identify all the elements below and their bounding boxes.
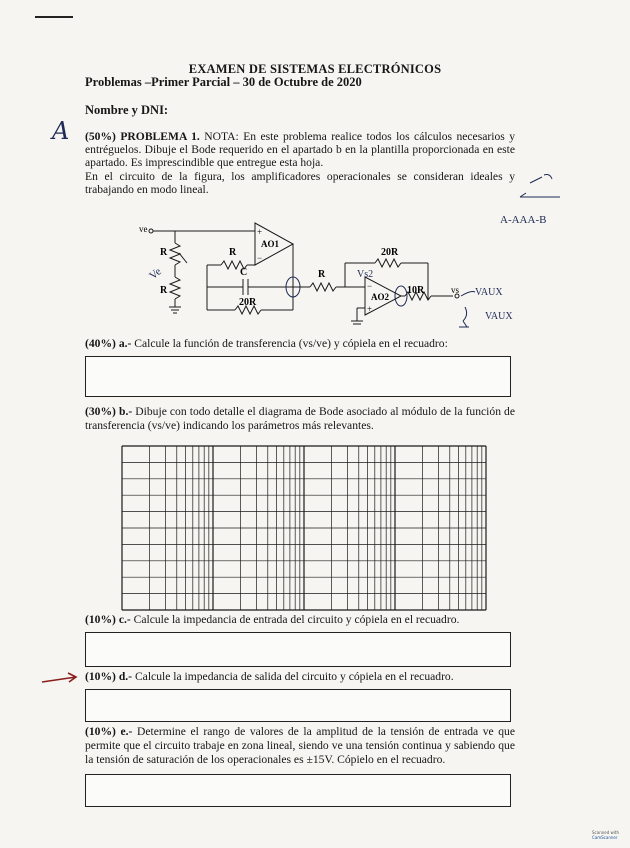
question-e-letter: e.-	[120, 725, 133, 738]
question-b-weight: (30%)	[85, 405, 116, 418]
question-b-text: Dibuje con todo detalle el diagrama de Bode asociado al módulo de la función de transferencia (vs/ve) indicando los parámetros más relevantes.	[85, 405, 515, 432]
question-a-letter: a.-	[118, 337, 132, 350]
question-e-weight: (10%)	[85, 725, 116, 738]
answer-box-d[interactable]	[85, 689, 511, 722]
question-d-letter: d.-	[118, 670, 133, 683]
question-a-text: Calcule la función de transferencia (vs/ve) y cópiela en el recuadro:	[131, 337, 448, 350]
answer-box-c[interactable]	[85, 632, 511, 667]
problem1-note	[85, 130, 515, 169]
handwritten-vaux-2: VAUX	[485, 311, 513, 322]
lower-r-label: R	[160, 285, 168, 296]
output-label: vs	[451, 285, 460, 295]
question-d-text: Calcule la impedancia de salida del circuito y cópiela en el recuadro.	[132, 670, 454, 683]
problem1-note-text: NOTA: En este problema realice todos los cálculos necesarios y entréguelos. Dibuje el Bode requerido en el apartado b en la plantilla proporcionada en este apartado. Es imprescindible que entregue esta hoja.	[85, 130, 515, 169]
question-d-weight: (10%)	[85, 670, 116, 683]
r-ao1-label: R	[229, 247, 237, 258]
answer-box-e[interactable]	[85, 774, 511, 807]
question-a	[85, 337, 515, 351]
handwritten-ve: Ve	[147, 265, 164, 283]
exam-subtitle: Problemas –Primer Parcial – 30 de Octubre de 2020	[85, 75, 362, 89]
ao1-plus: +	[257, 227, 263, 237]
name-label: Nombre y DNI:	[85, 103, 169, 117]
pen-mark	[35, 16, 73, 18]
ao2-plus: +	[367, 304, 373, 314]
answer-box-a[interactable]	[85, 356, 511, 397]
question-c-text: Calcule la impedancia de entrada del circuito y cópiela en el recuadro.	[130, 613, 460, 626]
question-b-letter: b.-	[119, 405, 133, 418]
bode-grid[interactable]	[120, 444, 488, 612]
handwritten-vs2: Vs2	[357, 269, 374, 280]
ao2-label: AO2	[371, 292, 389, 302]
r10-label: 10R	[407, 285, 425, 296]
r-ao2-label: R	[318, 269, 326, 280]
scanner-watermark	[592, 830, 626, 840]
scanner-line-2: CamScanner	[592, 835, 618, 840]
question-a-weight: (40%)	[85, 337, 116, 350]
lower-resistor	[170, 277, 180, 299]
ao1-minus: −	[257, 253, 263, 263]
exam-title: EXAMEN DE SISTEMAS ELECTRÓNICOS	[188, 62, 442, 76]
resistor-20r-top	[375, 259, 401, 267]
resistor-r-ao2	[310, 283, 336, 291]
problem1-weight: (50%) PROBLEMA 1.	[85, 130, 200, 143]
problem1-statement: En el circuito de la figura, los amplificadores operacionales se consideran ideales y trabajando en modo lineal.	[85, 170, 515, 196]
question-b	[85, 405, 515, 433]
ao1-label: AO1	[261, 239, 279, 249]
pot-label: R	[160, 247, 168, 258]
c-label: C	[240, 267, 248, 278]
hand-sketch-label: A-AAA-B	[500, 214, 547, 226]
input-label: ve	[139, 224, 148, 234]
question-d	[85, 670, 515, 684]
hand-arrow-icon	[40, 670, 82, 690]
handwritten-letter: A	[52, 117, 70, 145]
scanner-line-1: Scanned with	[592, 830, 620, 835]
question-c-weight: (10%)	[85, 613, 116, 626]
r20-top-label: 20R	[381, 247, 399, 258]
question-c	[85, 613, 515, 627]
pot-resistor	[170, 243, 180, 265]
handwritten-vaux-1: VAUX	[475, 287, 503, 298]
circuit-diagram	[135, 215, 535, 335]
ao2-minus: −	[367, 281, 373, 291]
r20-bottom-label: 20R	[239, 297, 257, 308]
question-e-text: Determine el rango de valores de la amplitud de la tensión de entrada ve que permite que el circuito trabaje en zona lineal, siendo ve una tensión continua y sabiendo que la tensión de saturación de los operacionales es ±15V. Cópielo en el recuadro.	[85, 725, 515, 766]
question-c-letter: c.-	[118, 613, 131, 626]
question-e	[85, 725, 515, 767]
